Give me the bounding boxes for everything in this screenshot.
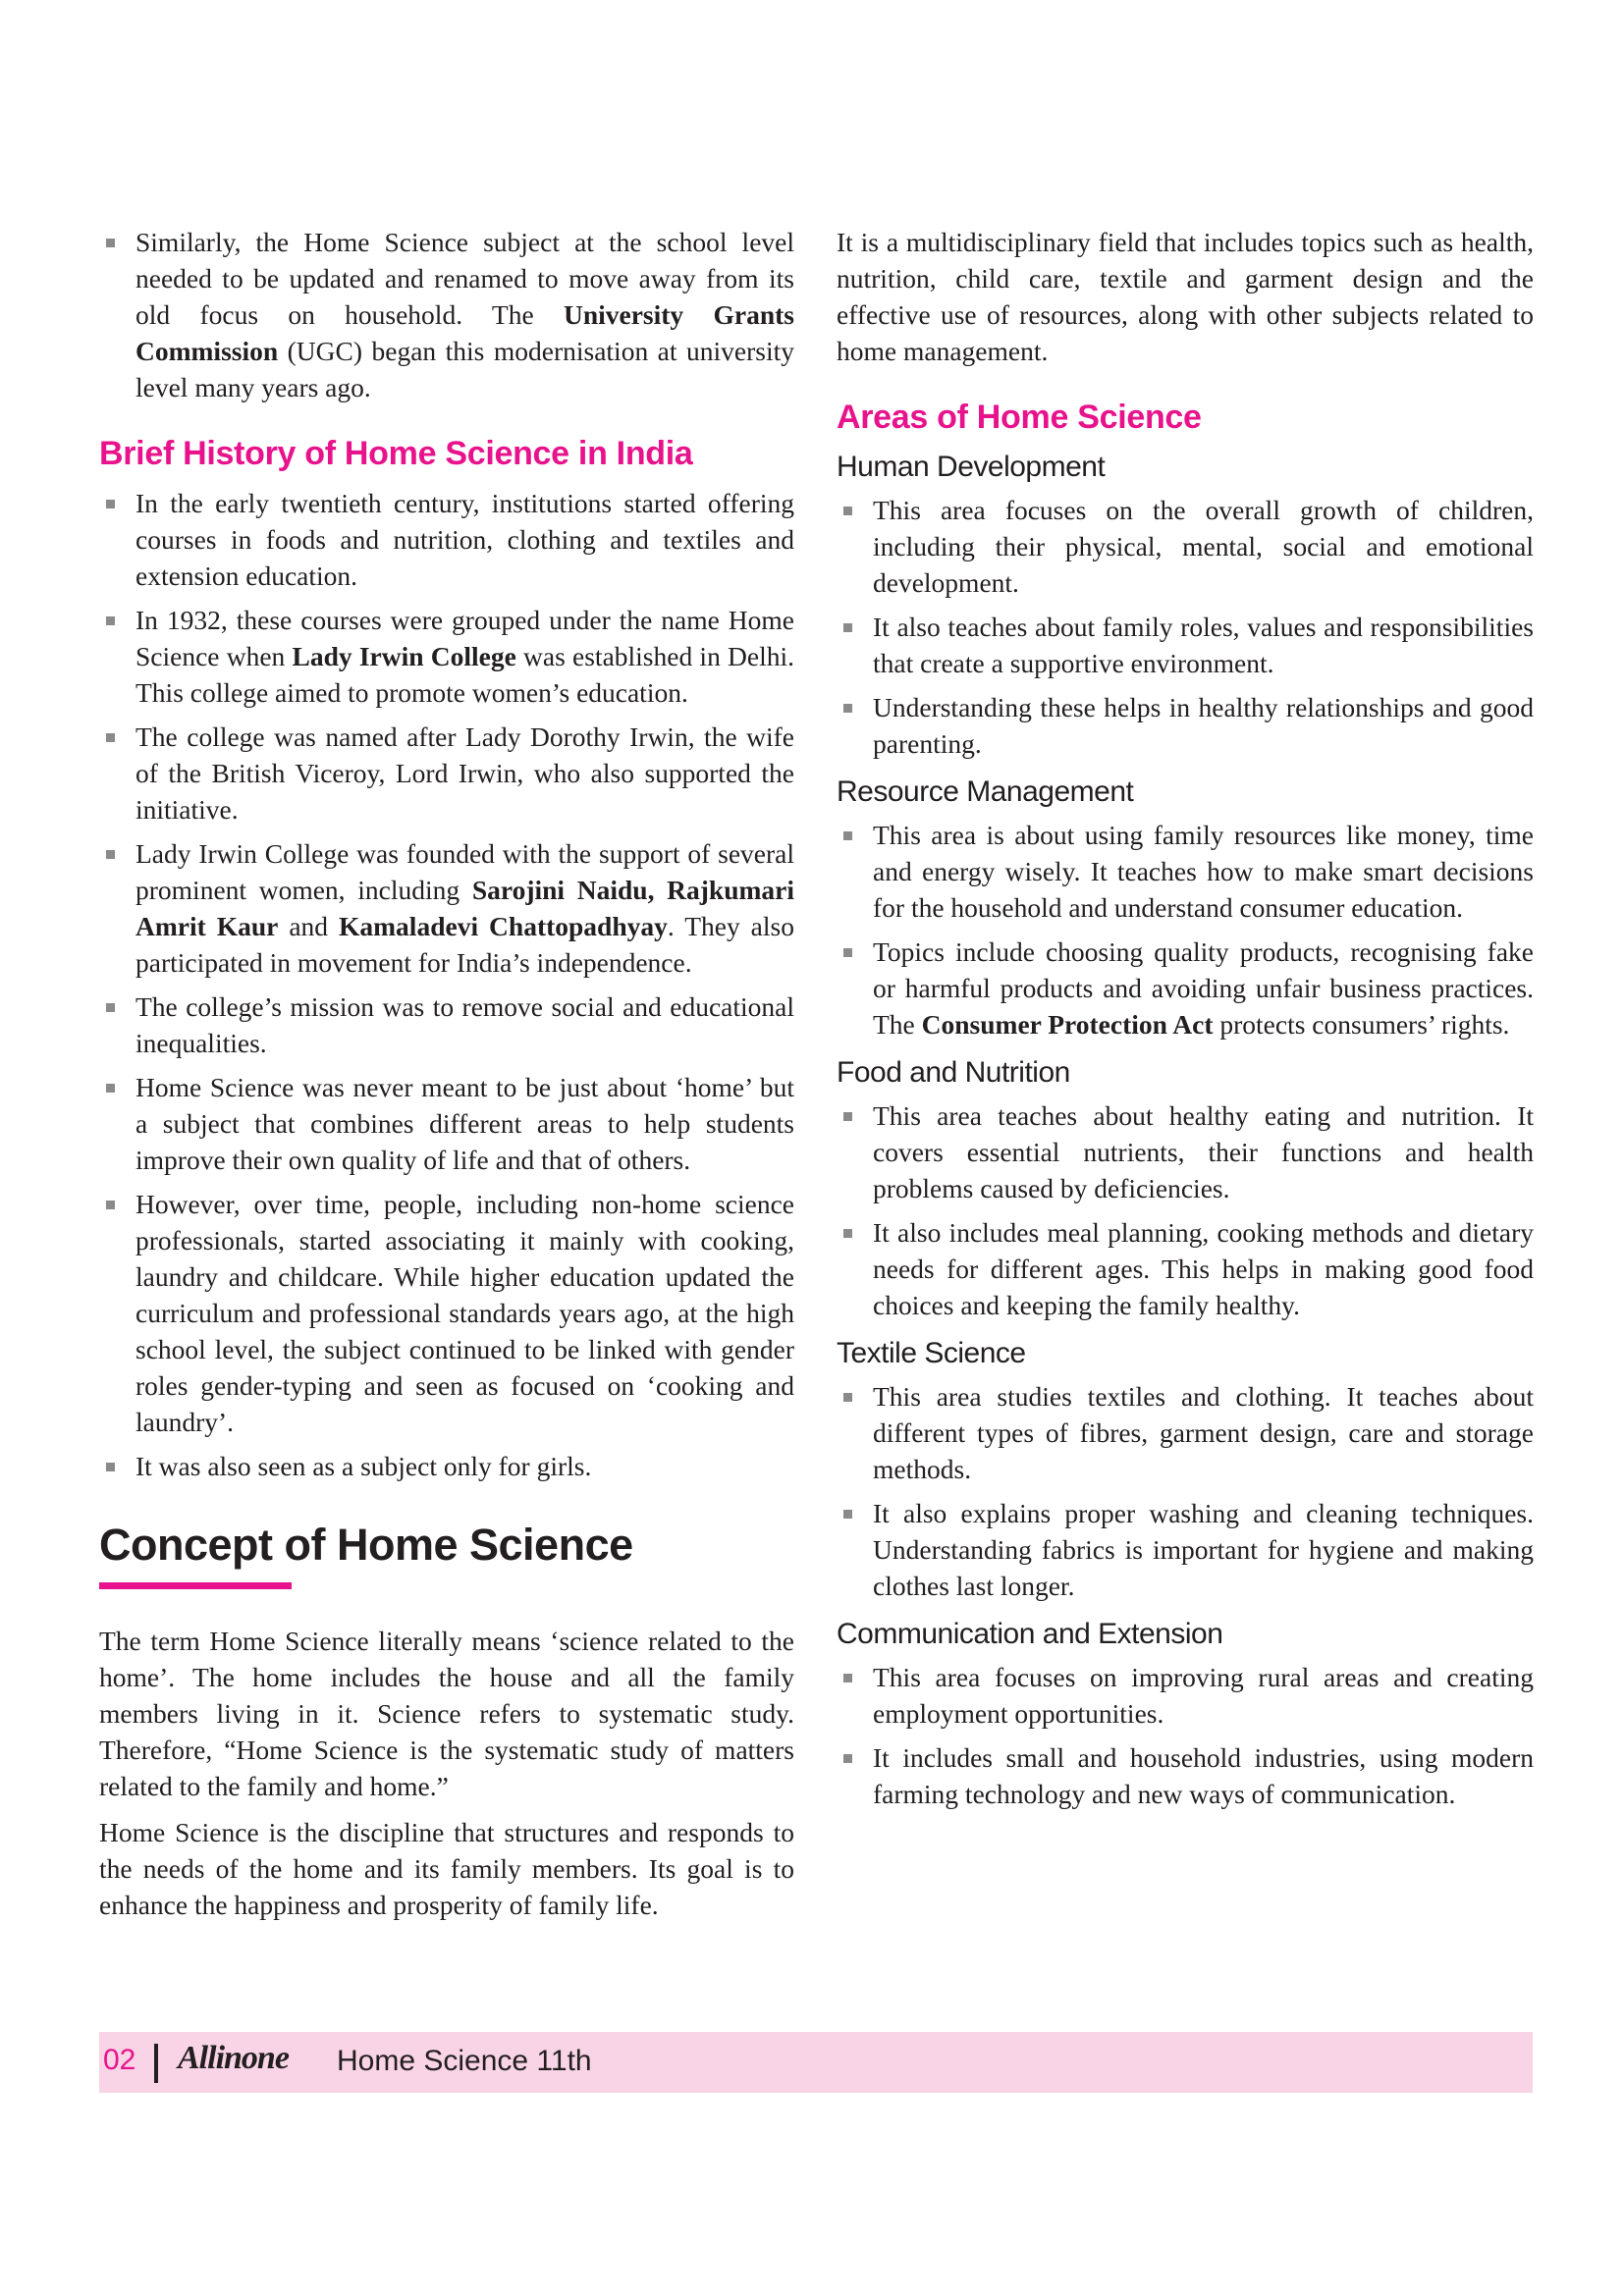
concept-paragraph-1: The term Home Science literally means ‘science related to the home’. The home includes the house and all the family members living in it. Science refers to systematic study. Therefore, “Home Science is the systematic study of matters related to the family and home.” [99, 1626, 794, 1801]
bold-term: Lady Irwin College [292, 641, 516, 671]
list-item: In the early twentieth century, institutions started offering courses in foods and nutrition, clothing and textiles and extension education. [99, 485, 794, 594]
section-title-areas: Areas of Home Science [837, 399, 1202, 436]
areas-list [837, 451, 1534, 1812]
list-item: Home Science was never meant to be just about ‘home’ but a subject that combines different areas to help students improve their own quality of life and that of others. [99, 1069, 794, 1178]
subsection-list [837, 1097, 1534, 1323]
page-heading-concept: Concept of Home Science [99, 1520, 633, 1570]
left-column [99, 224, 794, 1933]
list-item: The college was named after Lady Dorothy Irwin, the wife of the British Viceroy, Lord Irwin, who also supported the initiative. [99, 719, 794, 828]
section-title-history: Brief History of Home Science in India [99, 435, 693, 472]
concept-paragraph-2: Home Science is the discipline that structures and responds to the needs of the home and its family members. Its goal is to enhance the happiness and prosperity of family life. [99, 1817, 794, 1920]
subsection-title: Human Development [837, 451, 1106, 483]
subsection-list [837, 492, 1534, 762]
list-item: It also teaches about family roles, values and responsibilities that create a supportive environment. [837, 609, 1534, 681]
intro-list [99, 224, 794, 405]
bold-term: University Grants Commission [135, 299, 794, 366]
history-list [99, 485, 794, 1484]
book-title: Home Science 11th [337, 2045, 592, 2077]
subsection-list [837, 1659, 1534, 1812]
list-item: It also explains proper washing and cleaning techniques. Understanding fabrics is important for hygiene and making clothes last longer. [837, 1495, 1534, 1604]
list-item: However, over time, people, including non-home science professionals, started associating it mainly with cooking, laundry and childcare. While higher education updated the curriculum and professional standards years ago, at the high school level, the subject continued to be linked with gender roles gender-typing and seen as focused on ‘cooking and laundry’. [99, 1186, 794, 1440]
intro-paragraph: It is a multidisciplinary field that includes topics such as health, nutrition, child care, textile and garment design and the effective use of resources, along with other subjects related to home management. [837, 227, 1534, 366]
list-item: Topics include choosing quality products, recognising fake or harmful products and avoiding unfair business practices. The Consumer Protection Act protects consumers’ rights. [837, 934, 1534, 1042]
bold-term: Kamaladevi Chattopadhyay [339, 911, 668, 941]
brand-logo: Allinone [178, 2040, 289, 2076]
list-item: Lady Irwin College was founded with the support of several prominent women, including Sarojini Naidu, Rajkumari Amrit Kaur and Kamaladevi Chattopadhyay. They also participated in movement for India’s independence. [99, 835, 794, 981]
subsection-title: Communication and Extension [837, 1618, 1223, 1650]
subsection-title: Food and Nutrition [837, 1056, 1070, 1089]
subsection-title: Textile Science [837, 1337, 1026, 1369]
subsection-list [837, 1378, 1534, 1604]
list-item: It includes small and household industries, using modern farming technology and new ways of communication. [837, 1739, 1534, 1812]
list-item: This area focuses on improving rural areas and creating employment opportunities. [837, 1659, 1534, 1732]
bold-term: Consumer Protection Act [921, 1009, 1214, 1040]
list-item: Similarly, the Home Science subject at the school level needed to be updated and renamed to move away from its old focus on household. The University Grants Commission (UGC) began this modernisation at university level many years ago. [99, 224, 794, 405]
list-item: The college’s mission was to remove social and educational inequalities. [99, 988, 794, 1061]
list-item: This area teaches about healthy eating and nutrition. It covers essential nutrients, their functions and health problems caused by deficiencies. [837, 1097, 1534, 1206]
page-footer [99, 2032, 1533, 2093]
right-column [837, 224, 1534, 1820]
list-item: It was also seen as a subject only for girls. [99, 1448, 794, 1484]
subsection-list [837, 817, 1534, 1042]
bold-term: Sarojini Naidu, Rajkumari Amrit Kaur [135, 875, 794, 941]
subsection-title: Resource Management [837, 775, 1134, 808]
footer-divider [154, 2044, 158, 2083]
list-item: It also includes meal planning, cooking methods and dietary needs for different ages. This helps in making good food choices and keeping the family healthy. [837, 1214, 1534, 1323]
list-item: This area is about using family resources like money, time and energy wisely. It teaches how to make smart decisions for the household and understand consumer education. [837, 817, 1534, 926]
list-item: In 1932, these courses were grouped under the name Home Science when Lady Irwin College was established in Delhi. This college aimed to promote women’s education. [99, 602, 794, 711]
list-item: Understanding these helps in healthy relationships and good parenting. [837, 689, 1534, 762]
list-item: This area studies textiles and clothing. It teaches about different types of fibres, garment design, care and storage methods. [837, 1378, 1534, 1487]
list-item: This area focuses on the overall growth of children, including their physical, mental, social and emotional development. [837, 492, 1534, 601]
page-number: 02 [103, 2044, 136, 2076]
heading-underline [99, 1582, 292, 1589]
